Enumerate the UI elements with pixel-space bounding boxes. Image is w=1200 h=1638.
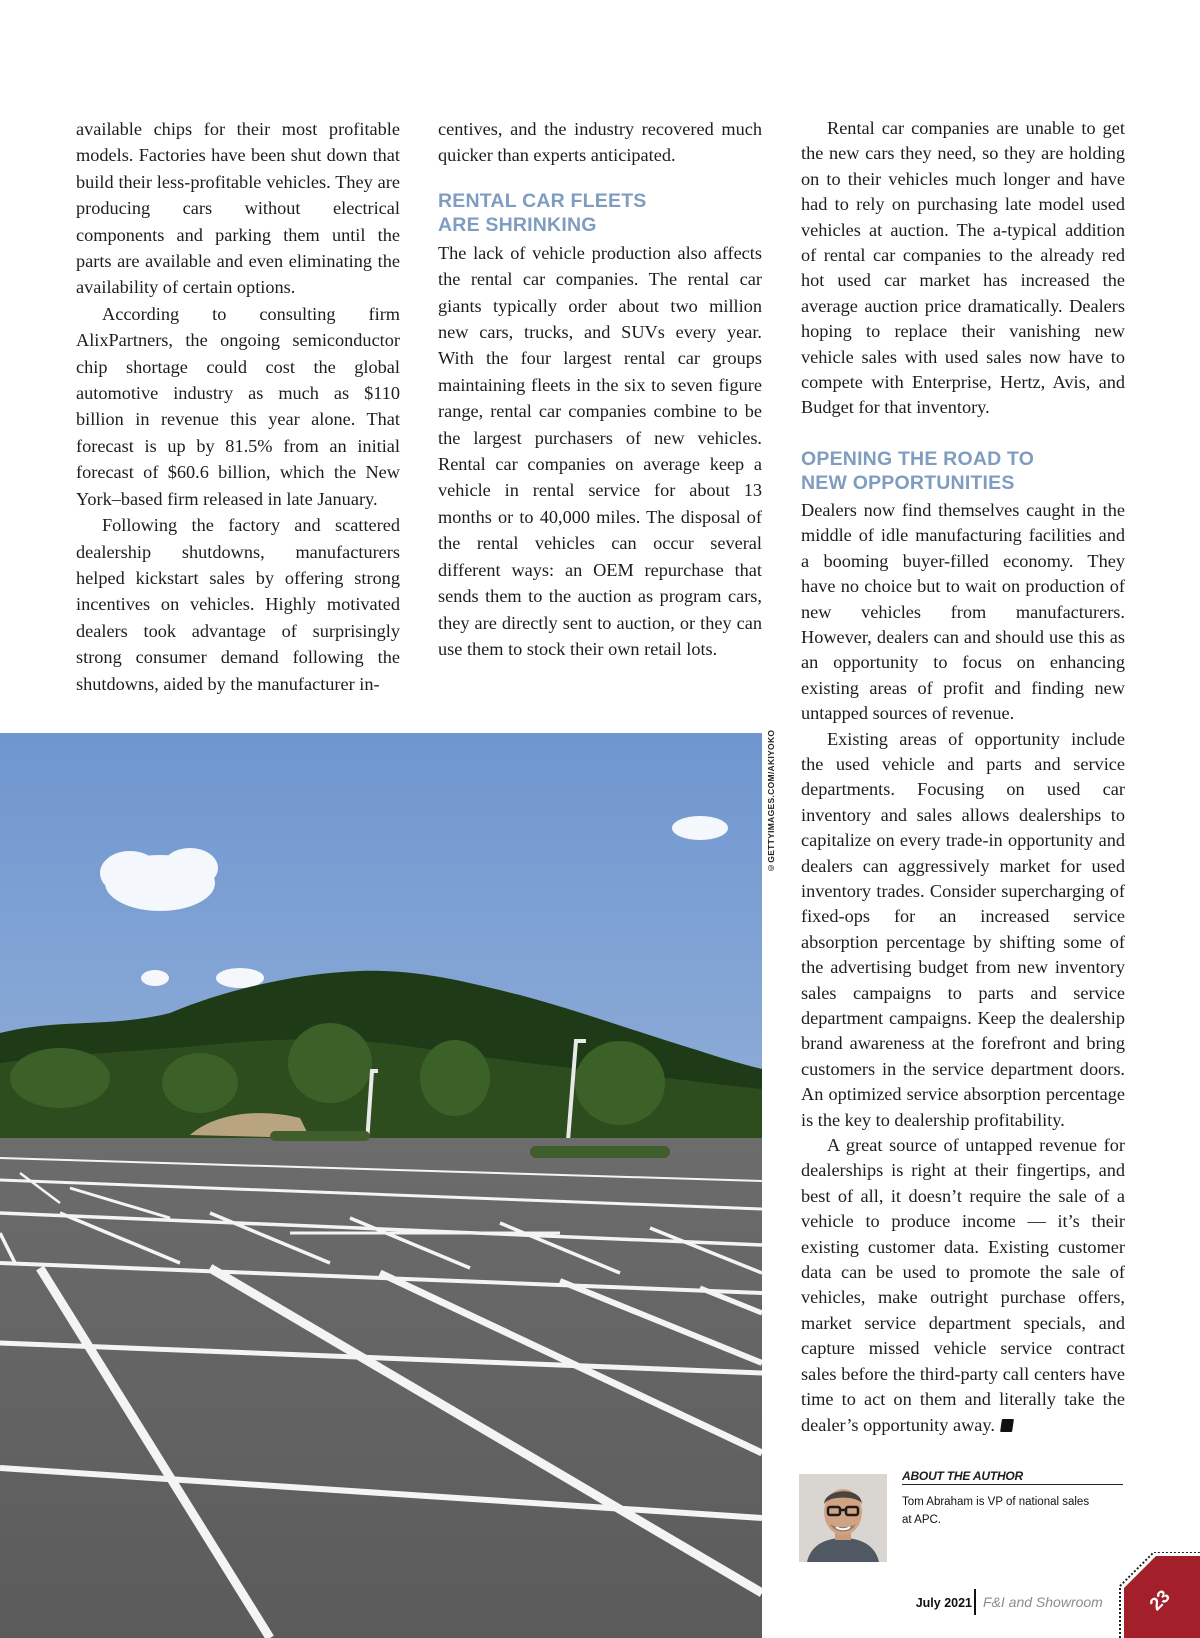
article-column-2 <box>438 116 762 662</box>
parking-lot-photo <box>0 733 762 1638</box>
author-bio <box>902 1494 1102 1529</box>
paragraph: Following the factory and scattered dealership shutdowns, manufacturers helped kickstart sales by offering strong incentives on vehicles. Highly motivated dealers took advantage of surprisingly strong consumer demand following the shutdowns, aided by the manufacturer in- <box>76 515 400 694</box>
paragraph: Dealers now find themselves caught in the middle of idle manufacturing facilities and a booming buyer-filled economy. They have no choice but to wait on production of new vehicles from manufacturers. However, dealers can and should use this as an opportunity to focus on enhancing existing areas of profit and finding new untapped sources of revenue. <box>801 499 1125 724</box>
issue-date: July 2021 <box>915 1596 972 1610</box>
magazine-name: F&I and Showroom <box>983 1594 1103 1610</box>
author-heading: ABOUT THE AUTHOR <box>902 1469 1123 1485</box>
heading-line: OPENING THE ROAD TO <box>801 447 1035 470</box>
footer-divider <box>974 1589 976 1615</box>
paragraph: available chips for their most profitable models. Factories have been shut down that build their less-profitable vehicles. They are producing cars without electrical components and parking them until the parts are available and even eliminating the availability of certain options. <box>76 119 400 298</box>
author-bio-line: Tom Abraham is VP of national sales <box>902 1496 1090 1508</box>
heading-line: RENTAL CAR FLEETS <box>438 189 647 212</box>
paragraph: Existing areas of opportunity include the used vehicle and parts and service departments. Focusing on used car inventory and sales allows dealerships to capitalize on every trade-in opportunity and dealers can aggressively market for used inventory trades. Consider supercharging of fixed-ops for an increased service absorption percentage by shifting some of the advertising budget from new inventory sales campaigns to parts and service department campaigns. Keep the dealership brand awareness at the forefront and bring customers in the service department doors. An optimized service absorption percentage is the key to dealership profitability. <box>801 728 1125 1130</box>
author-avatar <box>799 1474 887 1562</box>
section-heading-new-opportunities <box>801 447 1125 496</box>
paragraph: centives, and the industry recovered much quicker than experts anticipated. <box>438 119 762 166</box>
paragraph <box>801 1133 1125 1438</box>
page-number: 23 <box>1145 1585 1174 1615</box>
article-column-3 <box>801 116 1125 1438</box>
paragraph: The lack of vehicle production also affects the rental car companies. The rental car giants typically order about two million new cars, trucks, and SUVs every year. With the four largest rental car groups maintaining fleets in the six to seven figure range, rental car companies combine to be the largest purchasers of new vehicles. Rental car companies on average keep a vehicle in rental service for about 13 months or to 40,000 miles. The disposal of the rental vehicles can occur several different ways: an OEM repurchase that sends them to the auction as program cars, they are directly sent to auction, or they can use them to stock their own retail lots. <box>438 242 762 659</box>
end-of-article-icon <box>1000 1419 1014 1432</box>
paragraph: According to consulting firm AlixPartners, the ongoing semiconductor chip shortage could cost the global automotive industry as much as $110 billion in revenue this year alone. That forecast is up by 81.5% from an initial forecast of $60.6 billion, which the New York–based firm released in late January. <box>76 303 400 509</box>
section-heading-rental-fleets <box>438 189 762 238</box>
photo-credit: ©GETTYIMAGES.COM/AKIYOKO <box>766 729 776 873</box>
author-bio-line: at APC. <box>902 1513 941 1526</box>
paragraph-text: A great source of untapped revenue for dealerships is right at their fingertips, and best of all, it doesn’t require the sale of a vehicle to produce income — it’s their existing customer data. Existing customer data can be used to promote the sale of vehicles, make outright purchase offers, market service department specials, and capture missed vehicle service contract sales before the third-party call centers have time to act on them and literally take the dealer’s opportunity away. <box>801 1135 1125 1435</box>
page-footer <box>870 1588 1110 1618</box>
heading-line: ARE SHRINKING <box>438 214 597 237</box>
heading-line: NEW OPPORTUNITIES <box>801 472 1015 495</box>
paragraph: Rental car companies are unable to get the new cars they need, so they are holding on to their vehicles much longer and have had to rely on purchasing late model used vehicles at auction. The a-typical addition of rental car companies to the already red hot used car market has increased the average auction price dramatically. Dealers hoping to replace their vanishing new vehicle sales with used sales now have to compete with Enterprise, Hertz, Avis, and Budget for that inventory. <box>801 118 1125 418</box>
article-column-1 <box>76 116 400 697</box>
